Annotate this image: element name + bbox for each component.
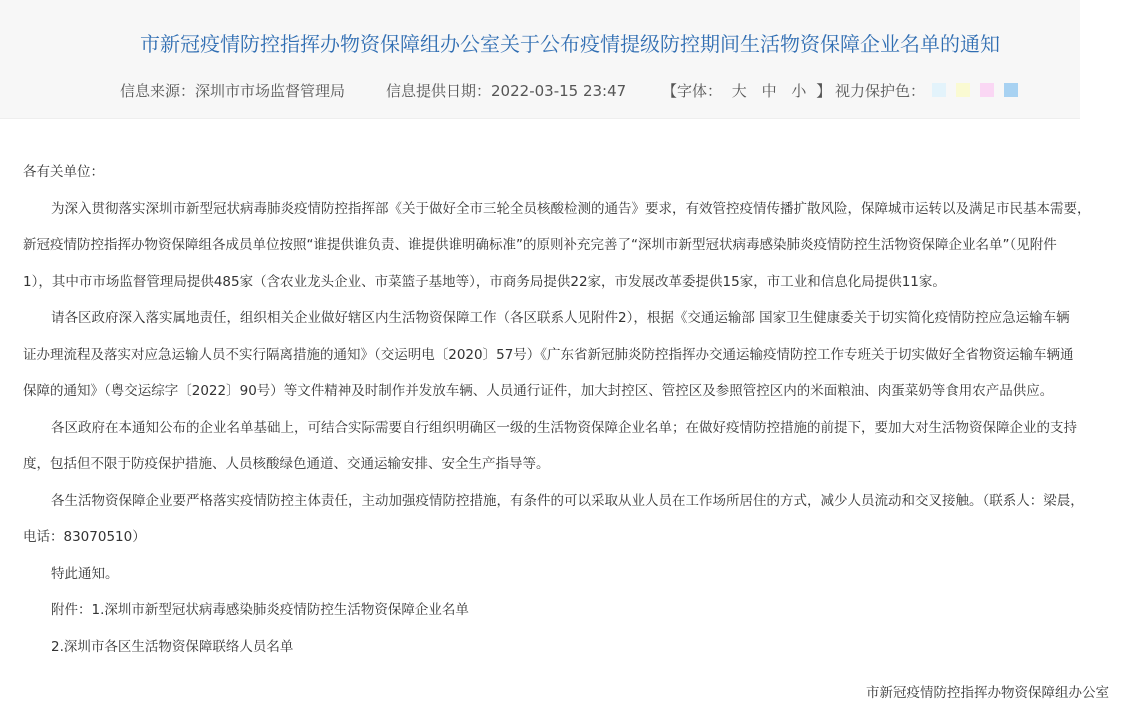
eye-protection-label: 视力保护色：: [835, 82, 926, 100]
font-size-close-bracket: 】: [816, 82, 832, 100]
source-value: 深圳市市场监督管理局: [195, 82, 346, 100]
closing-line: 特此通知。: [51, 565, 119, 582]
font-size-label: 【字体：: [662, 82, 723, 100]
attachment-1-link[interactable]: 附件：1.深圳市新型冠状病毒感染肺炎疫情防控生活物资保障企业名单: [51, 602, 469, 618]
paragraph-line: 新冠疫情防控指挥办物资保障组各成员单位按照“谁提供谁负责、谁提供谁明确标准”的原则补充完善了“深圳市新型冠状病毒感染肺炎疫情防控生活物资保障企业名单”（见附件: [23, 237, 1057, 253]
swatch-light-blue[interactable]: [932, 83, 946, 97]
paragraph-line: 各生活物资保障企业要严格落实疫情防控主体责任，主动加强疫情防控措施，有条件的可以采取从业人员在工作场所居住的方式，减少人员流动和交叉接触。（联系人：梁晨，: [51, 492, 1084, 509]
paragraph-line: 度，包括但不限于防疫保护措施、人员核酸绿色通道、交通运输安排、安全生产指导等。: [23, 456, 550, 472]
date-label: 信息提供日期：: [386, 82, 492, 100]
info-date: [386, 81, 626, 101]
article-body: [23, 160, 1103, 671]
swatch-blue[interactable]: [1004, 83, 1018, 97]
font-size-selector: [662, 81, 831, 101]
paragraph-line: 1），其中市市场监督管理局提供485家（含农业龙头企业、市菜篮子基地等），市商务局提供22家，市发展改革委提供15家，市工业和信息化局提供11家。: [23, 273, 946, 290]
paragraph-line: 电话：83070510）: [23, 529, 146, 545]
swatch-light-pink[interactable]: [980, 83, 994, 97]
paragraph-line: 证办理流程及落实对应急运输人员不实行隔离措施的通知》（交运明电〔2020〕57号）《广东省新冠肺炎防控指挥办交通运输疫情防控工作专班关于切实做好全省物资运输车辆通: [23, 346, 1074, 363]
font-size-large-link[interactable]: 大: [731, 82, 747, 100]
paragraph-line: 为深入贯彻落实深圳市新型冠状病毒肺炎疫情防控指挥部《关于做好全市三轮全员核酸检测的通告》要求，有效管控疫情传播扩散风险，保障城市运转以及满足市民基本需要，: [51, 200, 1091, 217]
font-size-small-link[interactable]: 小: [791, 82, 807, 100]
paragraph-line: 请各区政府深入落实属地责任，组织相关企业做好辖区内生活物资保障工作（各区联系人见附件2），根据《交通运输部 国家卫生健康委关于切实简化疫情防控应急运输车辆: [51, 310, 1070, 326]
signature: 市新冠疫情防控指挥办物资保障组办公室: [866, 685, 1109, 701]
source-label: 信息来源：: [120, 82, 196, 100]
salutation: 各有关单位：: [23, 164, 104, 180]
info-source: [120, 81, 345, 101]
article-header: [0, 0, 1080, 119]
article-title: 市新冠疫情防控指挥办物资保障组办公室关于公布疫情提级防控期间生活物资保障企业名单的通知: [140, 32, 1000, 56]
font-size-medium-link[interactable]: 中: [761, 82, 777, 100]
eye-protection-swatches: [932, 83, 1018, 97]
attachment-2-link[interactable]: 2.深圳市各区生活物资保障联络人员名单: [51, 638, 294, 655]
paragraph-line: 各区政府在本通知公布的企业名单基础上，可结合实际需要自行组织明确区一级的生活物资保障企业名单；在做好疫情防控措施的前提下，要加大对生活物资保障企业的支持: [51, 419, 1077, 436]
date-value: 2022-03-15 23:47: [491, 82, 627, 100]
swatch-light-yellow[interactable]: [956, 83, 970, 97]
paragraph-line: 保障的通知》（粤交运综字〔2022〕90号）等文件精神及时制作并发放车辆、人员通行证件，加大封控区、管控区及参照管控区内的米面粮油、肉蛋菜奶等食用农产品供应。: [23, 383, 1054, 399]
